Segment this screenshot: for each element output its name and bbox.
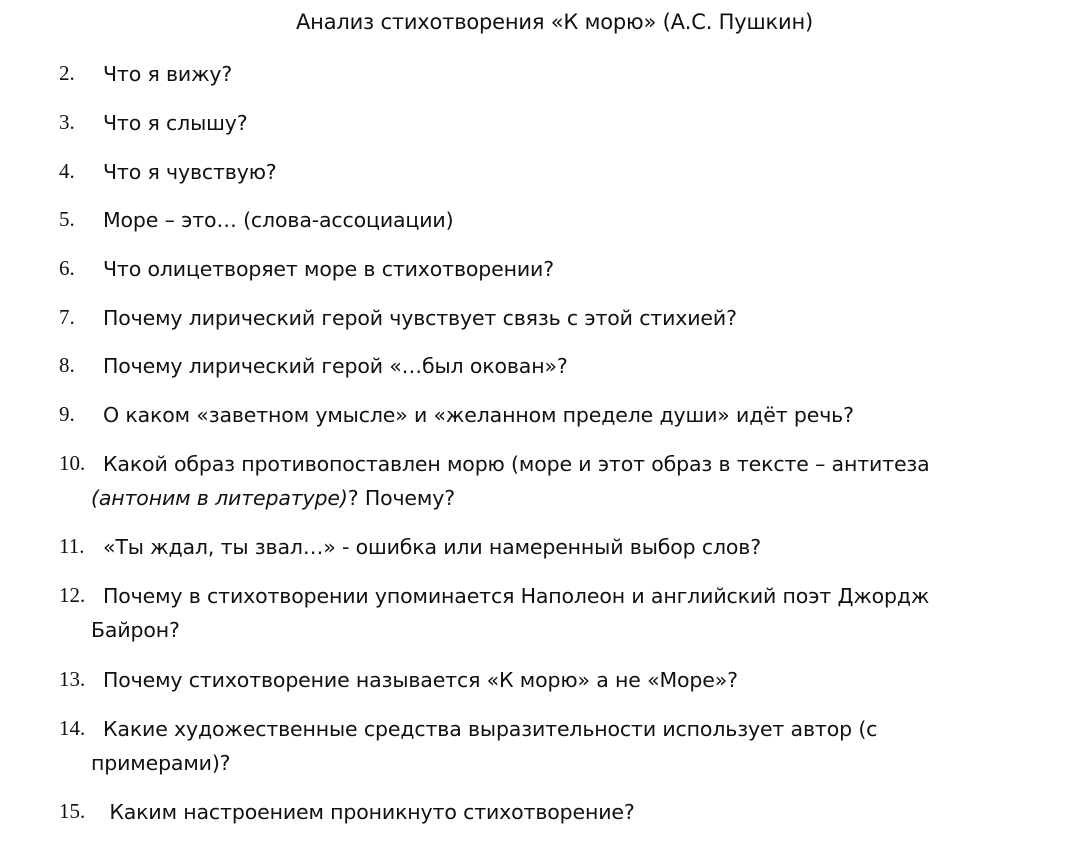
question-italic-note: (антоним в литературе) xyxy=(91,486,348,510)
question-text: Что олицетворяет море в стихотворении? xyxy=(103,257,554,281)
question-text: Почему лирический герой «…был окован»? xyxy=(103,354,568,378)
question-text: Море – это… (слова-ассоциации) xyxy=(103,208,454,232)
question-number: 3. xyxy=(59,110,75,134)
question-number: 11. xyxy=(59,534,85,558)
question-text: Почему стихотворение называется «К морю» а не «Море»? xyxy=(103,668,738,692)
question-number: 13. xyxy=(59,667,86,691)
question-text: Какой образ противопоставлен морю (море и этот образ в тексте – антитеза xyxy=(103,452,930,476)
question-number: 14. xyxy=(59,716,86,740)
question-text: Почему лирический герой чувствует связь с этой стихией? xyxy=(103,306,737,330)
question-text: Что я слышу? xyxy=(103,111,248,135)
page-title: Анализ стихотворения «К морю» (А.С. Пушкин) xyxy=(296,10,813,34)
question-text-rest: ? Почему? xyxy=(347,486,455,510)
question-number: 10. xyxy=(59,451,86,475)
question-number: 9. xyxy=(59,402,75,426)
question-number: 5. xyxy=(59,207,75,231)
question-number: 15. xyxy=(59,799,86,823)
question-text: «Ты ждал, ты звал…» - ошибка или намеренный выбор слов? xyxy=(103,535,761,559)
question-number: 4. xyxy=(59,159,75,183)
question-number: 12. xyxy=(59,583,86,607)
question-text-continuation: примерами)? xyxy=(91,751,231,775)
question-number: 6. xyxy=(59,256,75,280)
question-text: О каком «заветном умысле» и «желанном пределе души» идёт речь? xyxy=(103,403,854,427)
question-number: 8. xyxy=(59,353,75,377)
question-text: Каким настроением проникнуто стихотворение? xyxy=(103,800,635,824)
question-number: 7. xyxy=(59,305,75,329)
question-text: Что я чувствую? xyxy=(103,160,277,184)
question-text: Какие художественные средства выразительности использует автор (с xyxy=(103,717,878,741)
question-text-continuation: Байрон? xyxy=(91,618,180,642)
question-text: Почему в стихотворении упоминается Наполеон и английский поэт Джордж xyxy=(103,584,930,608)
question-number: 2. xyxy=(59,61,75,85)
question-text-continuation xyxy=(91,486,455,510)
question-text: Что я вижу? xyxy=(103,62,233,86)
